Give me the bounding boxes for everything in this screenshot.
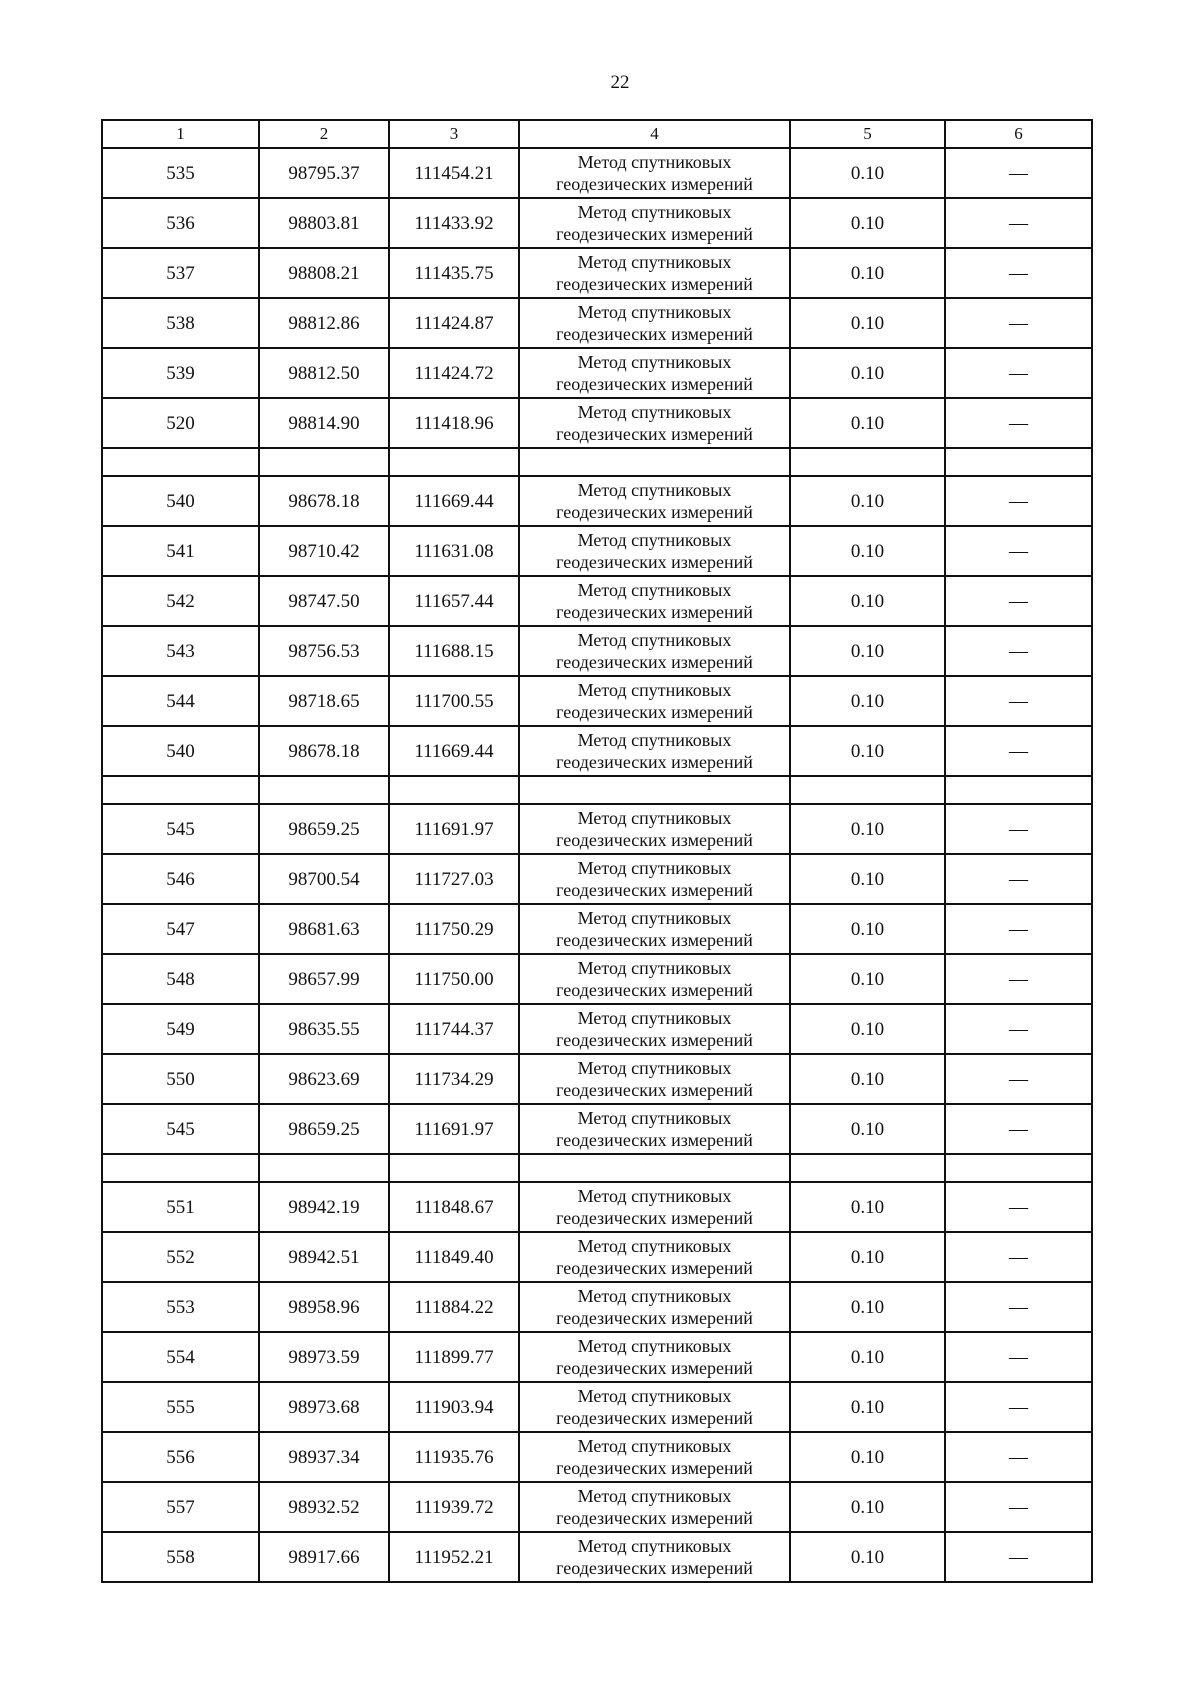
note-cell: — [945,148,1092,198]
note-cell: — [945,198,1092,248]
method-cell [519,298,790,348]
accuracy-cell: 0.10 [790,1482,945,1532]
x-coordinate-cell: 98942.19 [259,1182,389,1232]
column-header: 5 [790,120,945,148]
method-line-1: Метод спутниковых [577,302,732,322]
accuracy-cell: 0.10 [790,348,945,398]
note-cell: — [945,1104,1092,1154]
accuracy-cell: 0.10 [790,1182,945,1232]
accuracy-cell: 0.10 [790,1282,945,1332]
accuracy-cell: 0.10 [790,1432,945,1482]
point-number-cell: 541 [102,526,259,576]
x-coordinate-cell: 98635.55 [259,1004,389,1054]
y-coordinate-cell: 111418.96 [389,398,519,448]
method-cell [519,148,790,198]
y-coordinate-cell: 111744.37 [389,1004,519,1054]
empty-cell [790,776,945,804]
note-cell: — [945,1332,1092,1382]
point-number-cell: 539 [102,348,259,398]
method-line-2: геодезических измерений [556,1208,753,1228]
method-cell [519,676,790,726]
method-line-1: Метод спутниковых [577,1058,732,1078]
method-cell [519,1432,790,1482]
accuracy-cell: 0.10 [790,1054,945,1104]
y-coordinate-cell: 111424.72 [389,348,519,398]
method-line-2: геодезических измерений [556,930,753,950]
point-number-cell: 540 [102,476,259,526]
x-coordinate-cell: 98808.21 [259,248,389,298]
y-coordinate-cell: 111691.97 [389,1104,519,1154]
empty-cell [102,776,259,804]
method-cell [519,1382,790,1432]
y-coordinate-cell: 111939.72 [389,1482,519,1532]
y-coordinate-cell: 111657.44 [389,576,519,626]
page-number: 22 [610,72,630,93]
point-number-cell: 520 [102,398,259,448]
x-coordinate-cell: 98678.18 [259,726,389,776]
column-header: 6 [945,120,1092,148]
method-line-2: геодезических измерений [556,880,753,900]
point-number-cell: 538 [102,298,259,348]
empty-cell [389,776,519,804]
y-coordinate-cell: 111435.75 [389,248,519,298]
x-coordinate-cell: 98700.54 [259,854,389,904]
column-header: 1 [102,120,259,148]
method-line-1: Метод спутниковых [577,1286,732,1306]
note-cell: — [945,676,1092,726]
method-cell [519,1004,790,1054]
method-cell [519,348,790,398]
method-line-1: Метод спутниковых [577,1486,732,1506]
note-cell: — [945,1182,1092,1232]
method-line-1: Метод спутниковых [577,908,732,928]
method-line-1: Метод спутниковых [577,730,732,750]
method-line-2: геодезических измерений [556,702,753,722]
method-line-1: Метод спутниковых [577,152,732,172]
method-line-1: Метод спутниковых [577,1236,732,1256]
method-cell [519,1282,790,1332]
method-line-2: геодезических измерений [556,502,753,522]
table-row [102,1282,1092,1332]
x-coordinate-cell: 98942.51 [259,1232,389,1282]
y-coordinate-cell: 111688.15 [389,626,519,676]
method-cell [519,1182,790,1232]
method-line-2: геодезических измерений [556,274,753,294]
accuracy-cell: 0.10 [790,1104,945,1154]
note-cell: — [945,1282,1092,1332]
table-row [102,1104,1092,1154]
table-row [102,1004,1092,1054]
table-row [102,726,1092,776]
accuracy-cell: 0.10 [790,1332,945,1382]
point-number-cell: 540 [102,726,259,776]
y-coordinate-cell: 111734.29 [389,1054,519,1104]
accuracy-cell: 0.10 [790,526,945,576]
x-coordinate-cell: 98678.18 [259,476,389,526]
method-line-2: геодезических измерений [556,830,753,850]
method-line-1: Метод спутниковых [577,1386,732,1406]
method-line-2: геодезических измерений [556,602,753,622]
y-coordinate-cell: 111935.76 [389,1432,519,1482]
point-number-cell: 548 [102,954,259,1004]
note-cell: — [945,526,1092,576]
point-number-cell: 557 [102,1482,259,1532]
method-line-1: Метод спутниковых [577,252,732,272]
table-row [102,576,1092,626]
accuracy-cell: 0.10 [790,904,945,954]
point-number-cell: 536 [102,198,259,248]
method-cell [519,1054,790,1104]
method-cell [519,726,790,776]
x-coordinate-cell: 98659.25 [259,1104,389,1154]
note-cell: — [945,1382,1092,1432]
x-coordinate-cell: 98917.66 [259,1532,389,1582]
accuracy-cell: 0.10 [790,248,945,298]
method-cell [519,248,790,298]
x-coordinate-cell: 98812.50 [259,348,389,398]
method-line-1: Метод спутниковых [577,530,732,550]
y-coordinate-cell: 111750.00 [389,954,519,1004]
table-body [102,120,1092,1582]
point-number-cell: 543 [102,626,259,676]
note-cell: — [945,1232,1092,1282]
accuracy-cell: 0.10 [790,148,945,198]
table-row [102,1332,1092,1382]
method-cell [519,954,790,1004]
empty-cell [790,448,945,476]
method-cell [519,1532,790,1582]
accuracy-cell: 0.10 [790,1382,945,1432]
note-cell: — [945,1004,1092,1054]
note-cell: — [945,954,1092,1004]
x-coordinate-cell: 98958.96 [259,1282,389,1332]
method-line-1: Метод спутниковых [577,1336,732,1356]
group-separator-row [102,776,1092,804]
method-line-2: геодезических измерений [556,224,753,244]
method-line-2: геодезических измерений [556,1258,753,1278]
point-number-cell: 550 [102,1054,259,1104]
group-separator-row [102,448,1092,476]
empty-cell [389,1154,519,1182]
empty-cell [519,776,790,804]
method-line-1: Метод спутниковых [577,402,732,422]
y-coordinate-cell: 111424.87 [389,298,519,348]
accuracy-cell: 0.10 [790,854,945,904]
table-row [102,626,1092,676]
y-coordinate-cell: 111433.92 [389,198,519,248]
empty-cell [945,448,1092,476]
y-coordinate-cell: 111884.22 [389,1282,519,1332]
empty-cell [945,776,1092,804]
table-row [102,198,1092,248]
note-cell: — [945,804,1092,854]
accuracy-cell: 0.10 [790,576,945,626]
method-line-2: геодезических измерений [556,652,753,672]
point-number-cell: 549 [102,1004,259,1054]
y-coordinate-cell: 111669.44 [389,726,519,776]
note-cell: — [945,348,1092,398]
method-line-2: геодезических измерений [556,424,753,444]
table-row [102,1054,1092,1104]
point-number-cell: 558 [102,1532,259,1582]
y-coordinate-cell: 111669.44 [389,476,519,526]
empty-cell [102,448,259,476]
method-line-1: Метод спутниковых [577,580,732,600]
y-coordinate-cell: 111691.97 [389,804,519,854]
note-cell: — [945,1532,1092,1582]
point-number-cell: 547 [102,904,259,954]
accuracy-cell: 0.10 [790,676,945,726]
empty-cell [389,448,519,476]
note-cell: — [945,726,1092,776]
point-number-cell: 537 [102,248,259,298]
method-line-2: геодезических измерений [556,324,753,344]
method-cell [519,476,790,526]
note-cell: — [945,398,1092,448]
x-coordinate-cell: 98937.34 [259,1432,389,1482]
table-row [102,248,1092,298]
method-cell [519,854,790,904]
table-row [102,1482,1092,1532]
method-line-2: геодезических измерений [556,1080,753,1100]
y-coordinate-cell: 111952.21 [389,1532,519,1582]
accuracy-cell: 0.10 [790,476,945,526]
coordinates-table [101,119,1093,1583]
note-cell: — [945,1054,1092,1104]
empty-cell [259,448,389,476]
accuracy-cell: 0.10 [790,1532,945,1582]
x-coordinate-cell: 98756.53 [259,626,389,676]
method-line-1: Метод спутниковых [577,1536,732,1556]
note-cell: — [945,476,1092,526]
method-line-1: Метод спутниковых [577,1186,732,1206]
method-cell [519,626,790,676]
note-cell: — [945,298,1092,348]
point-number-cell: 552 [102,1232,259,1282]
y-coordinate-cell: 111750.29 [389,904,519,954]
accuracy-cell: 0.10 [790,1004,945,1054]
accuracy-cell: 0.10 [790,726,945,776]
y-coordinate-cell: 111848.67 [389,1182,519,1232]
table-row [102,1232,1092,1282]
table-row [102,904,1092,954]
note-cell: — [945,248,1092,298]
note-cell: — [945,1482,1092,1532]
y-coordinate-cell: 111700.55 [389,676,519,726]
method-line-2: геодезических измерений [556,1030,753,1050]
accuracy-cell: 0.10 [790,298,945,348]
accuracy-cell: 0.10 [790,954,945,1004]
method-line-2: геодезических измерений [556,1358,753,1378]
method-line-2: геодезических измерений [556,1308,753,1328]
column-header: 2 [259,120,389,148]
method-line-1: Метод спутниковых [577,958,732,978]
empty-cell [790,1154,945,1182]
table-row [102,676,1092,726]
method-cell [519,1482,790,1532]
empty-cell [519,1154,790,1182]
x-coordinate-cell: 98803.81 [259,198,389,248]
method-line-2: геодезических измерений [556,1408,753,1428]
x-coordinate-cell: 98657.99 [259,954,389,1004]
note-cell: — [945,576,1092,626]
column-header: 3 [389,120,519,148]
x-coordinate-cell: 98718.65 [259,676,389,726]
method-cell [519,1332,790,1382]
empty-cell [102,1154,259,1182]
point-number-cell: 555 [102,1382,259,1432]
table-row [102,954,1092,1004]
note-cell: — [945,1432,1092,1482]
method-line-2: геодезических измерений [556,1508,753,1528]
table-row [102,398,1092,448]
method-line-2: геодезических измерений [556,552,753,572]
method-cell [519,198,790,248]
method-line-1: Метод спутниковых [577,480,732,500]
empty-cell [945,1154,1092,1182]
point-number-cell: 551 [102,1182,259,1232]
x-coordinate-cell: 98710.42 [259,526,389,576]
x-coordinate-cell: 98973.59 [259,1332,389,1382]
point-number-cell: 546 [102,854,259,904]
y-coordinate-cell: 111849.40 [389,1232,519,1282]
note-cell: — [945,854,1092,904]
point-number-cell: 556 [102,1432,259,1482]
table-row [102,526,1092,576]
table-row [102,804,1092,854]
method-cell [519,1104,790,1154]
method-line-1: Метод спутниковых [577,808,732,828]
table-header-row [102,120,1092,148]
accuracy-cell: 0.10 [790,804,945,854]
point-number-cell: 535 [102,148,259,198]
y-coordinate-cell: 111631.08 [389,526,519,576]
point-number-cell: 544 [102,676,259,726]
empty-cell [519,448,790,476]
x-coordinate-cell: 98973.68 [259,1382,389,1432]
table-row [102,854,1092,904]
table-row [102,1382,1092,1432]
method-cell [519,804,790,854]
method-line-2: геодезических измерений [556,374,753,394]
method-line-2: геодезических измерений [556,1130,753,1150]
method-line-1: Метод спутниковых [577,858,732,878]
y-coordinate-cell: 111727.03 [389,854,519,904]
point-number-cell: 545 [102,1104,259,1154]
x-coordinate-cell: 98814.90 [259,398,389,448]
method-line-2: геодезических измерений [556,1558,753,1578]
accuracy-cell: 0.10 [790,398,945,448]
note-cell: — [945,626,1092,676]
y-coordinate-cell: 111903.94 [389,1382,519,1432]
method-line-2: геодезических измерений [556,174,753,194]
accuracy-cell: 0.10 [790,198,945,248]
empty-cell [259,776,389,804]
table-row [102,476,1092,526]
x-coordinate-cell: 98795.37 [259,148,389,198]
y-coordinate-cell: 111454.21 [389,148,519,198]
x-coordinate-cell: 98812.86 [259,298,389,348]
table-row [102,1432,1092,1482]
accuracy-cell: 0.10 [790,1232,945,1282]
y-coordinate-cell: 111899.77 [389,1332,519,1382]
method-line-1: Метод спутниковых [577,680,732,700]
note-cell: — [945,904,1092,954]
table-row [102,348,1092,398]
x-coordinate-cell: 98681.63 [259,904,389,954]
method-line-2: геодезических измерений [556,980,753,1000]
method-line-1: Метод спутниковых [577,352,732,372]
method-line-1: Метод спутниковых [577,202,732,222]
x-coordinate-cell: 98659.25 [259,804,389,854]
table-row [102,1182,1092,1232]
method-line-2: геодезических измерений [556,752,753,772]
method-line-1: Метод спутниковых [577,1108,732,1128]
method-cell [519,904,790,954]
method-cell [519,576,790,626]
method-line-1: Метод спутниковых [577,630,732,650]
accuracy-cell: 0.10 [790,626,945,676]
table-row [102,298,1092,348]
group-separator-row [102,1154,1092,1182]
x-coordinate-cell: 98623.69 [259,1054,389,1104]
column-header: 4 [519,120,790,148]
method-line-1: Метод спутниковых [577,1008,732,1028]
point-number-cell: 553 [102,1282,259,1332]
method-line-1: Метод спутниковых [577,1436,732,1456]
table-row [102,1532,1092,1582]
method-cell [519,526,790,576]
empty-cell [259,1154,389,1182]
point-number-cell: 542 [102,576,259,626]
method-cell [519,398,790,448]
point-number-cell: 545 [102,804,259,854]
method-line-2: геодезических измерений [556,1458,753,1478]
x-coordinate-cell: 98932.52 [259,1482,389,1532]
method-cell [519,1232,790,1282]
point-number-cell: 554 [102,1332,259,1382]
x-coordinate-cell: 98747.50 [259,576,389,626]
table-row [102,148,1092,198]
